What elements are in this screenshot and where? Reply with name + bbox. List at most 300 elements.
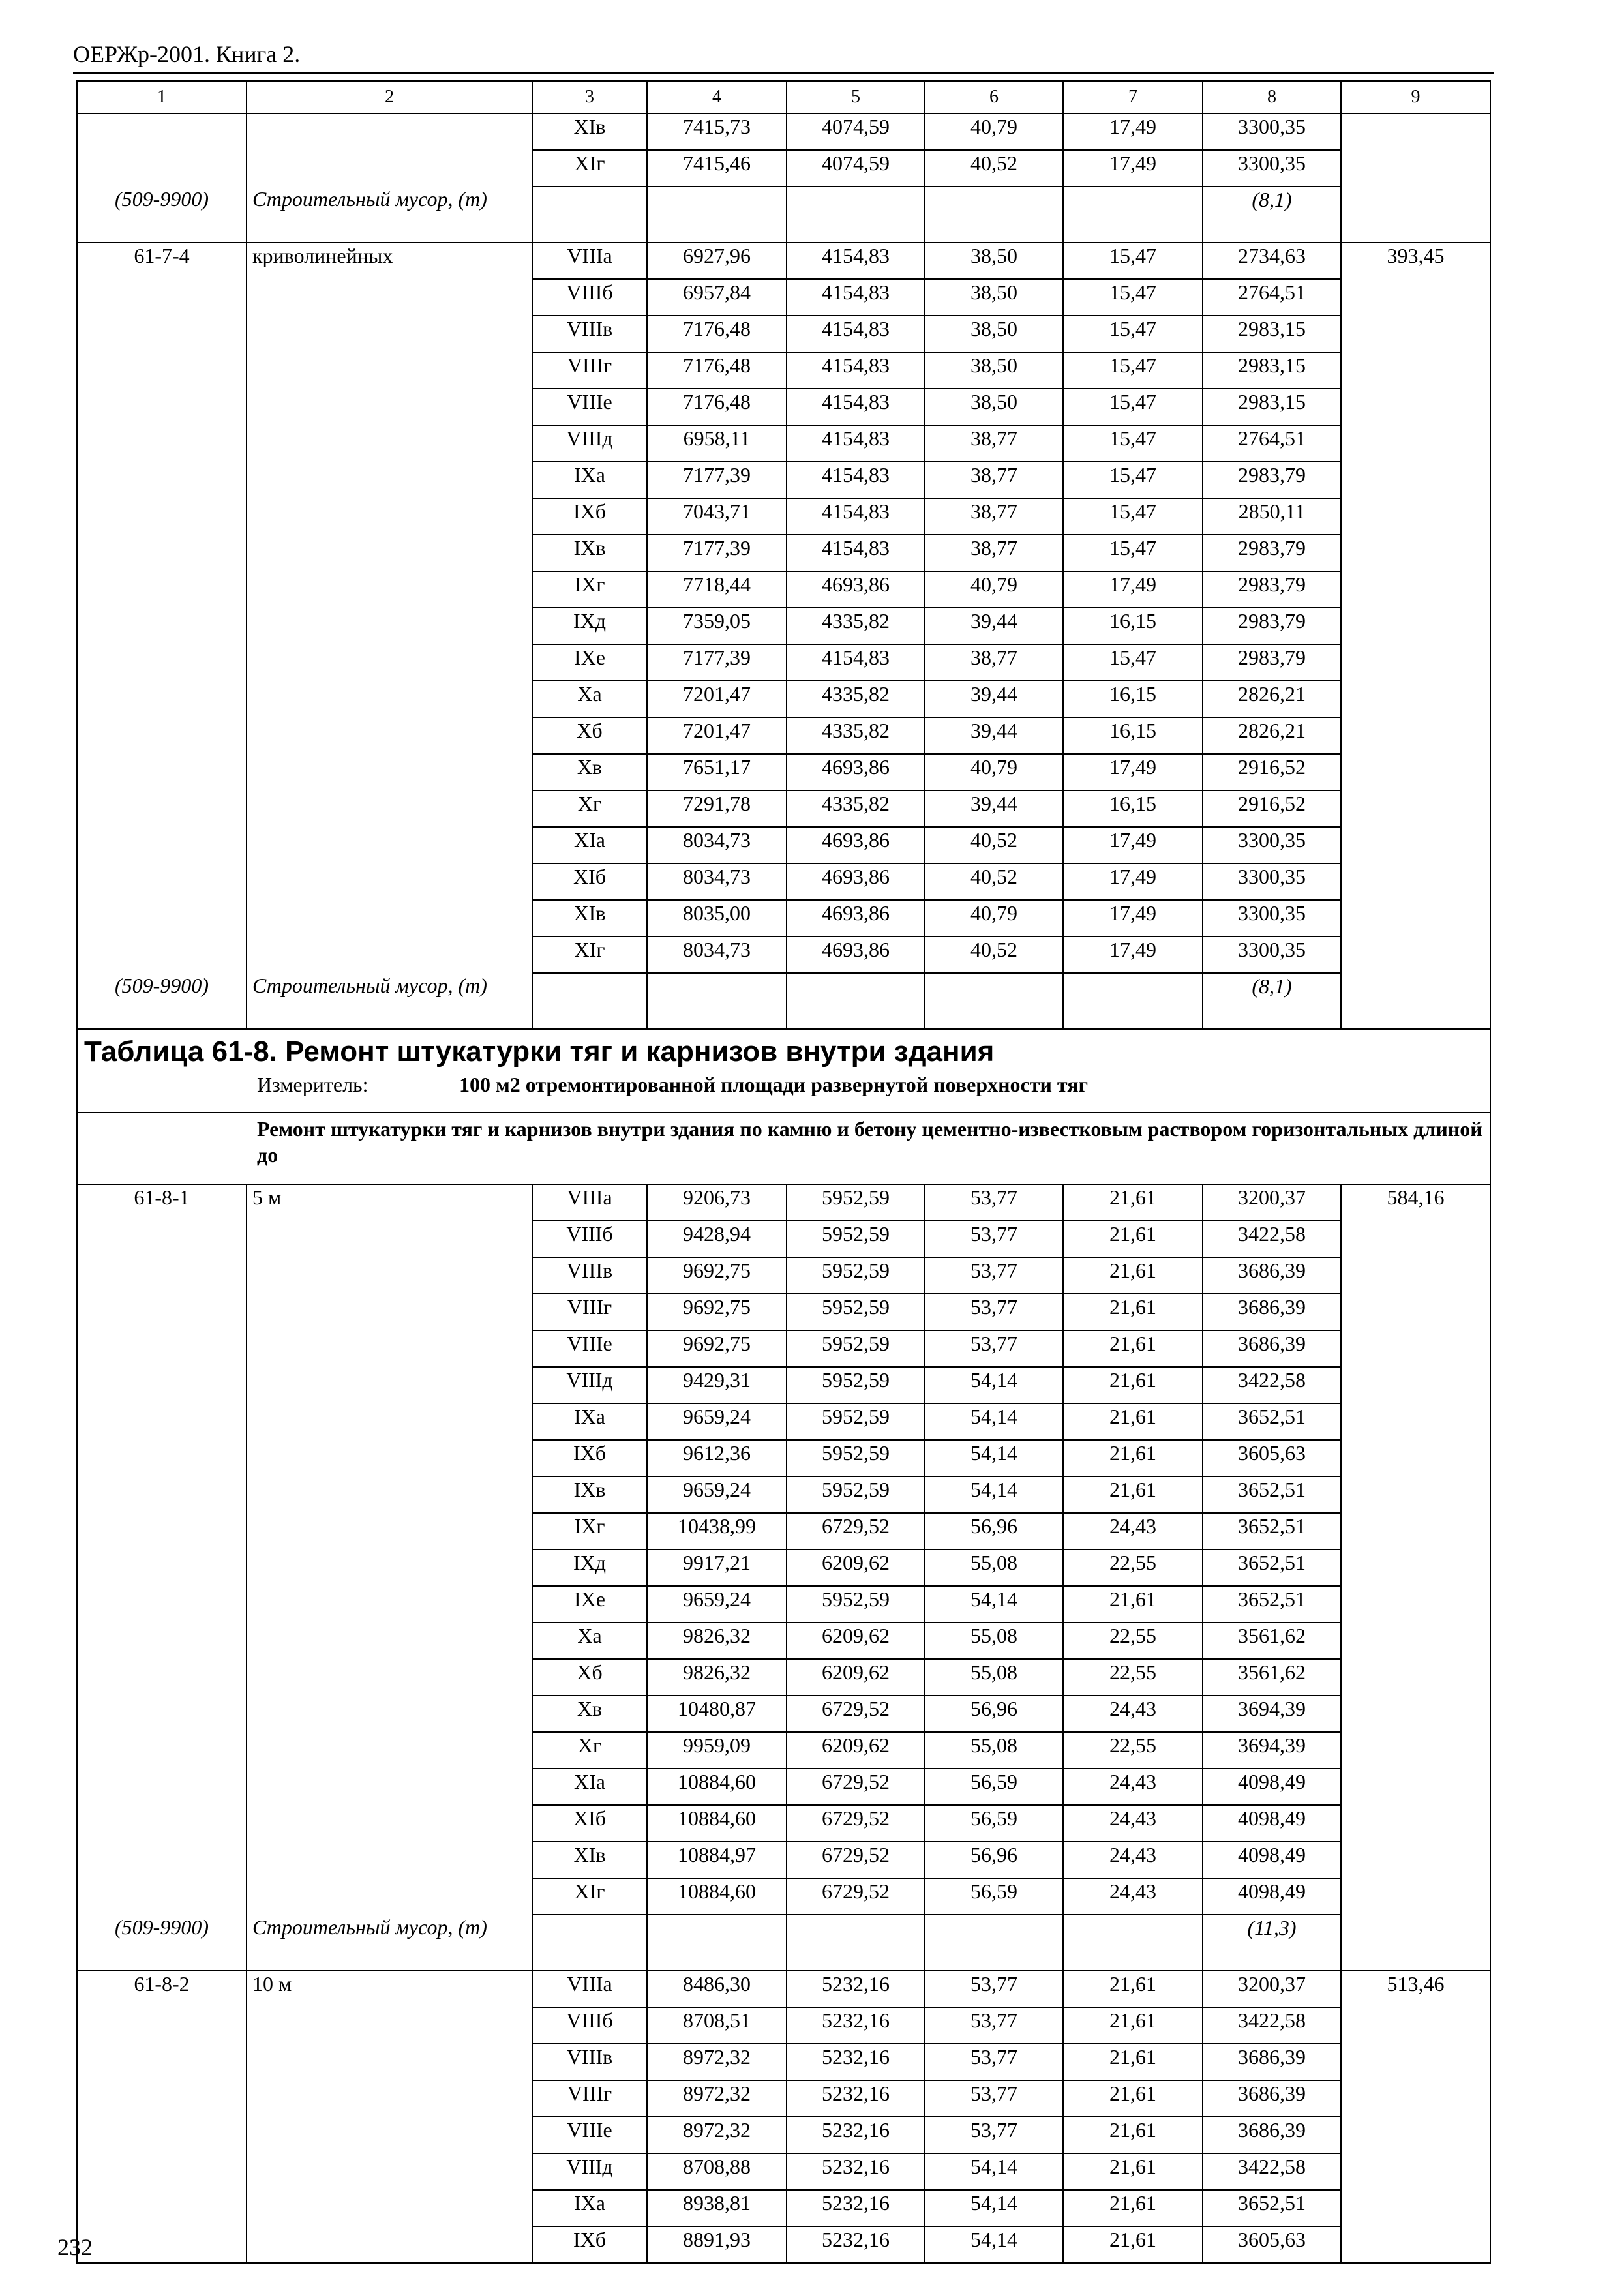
table-row — [77, 1805, 1490, 1842]
empty-cell — [532, 1915, 647, 1971]
rate-name — [247, 498, 532, 535]
value-cell: 22,55 — [1063, 1623, 1203, 1659]
value-cell: 17,49 — [1063, 936, 1203, 973]
value-cell: 38,77 — [925, 535, 1063, 571]
zone-code: IXб — [532, 498, 647, 535]
value-cell: 55,08 — [925, 1549, 1063, 1586]
value-cell: 6209,62 — [787, 1732, 925, 1769]
value-cell: 38,77 — [925, 462, 1063, 498]
value-cell: 54,14 — [925, 1403, 1063, 1440]
col9-value — [1341, 754, 1490, 790]
zone-code: XIг — [532, 936, 647, 973]
rate-name: криволинейных — [247, 243, 532, 279]
value-cell: 54,14 — [925, 2190, 1063, 2226]
value-cell: 24,43 — [1063, 1878, 1203, 1915]
col9-value — [1341, 2080, 1490, 2117]
col9-value — [1341, 1257, 1490, 1294]
waste-code: (509-9900) — [77, 187, 247, 243]
value-cell: 21,61 — [1063, 2080, 1203, 2117]
value-cell: 17,49 — [1063, 754, 1203, 790]
rate-name — [247, 790, 532, 827]
table-title: Таблица 61-8. Ремонт штукатурки тяг и карнизов внутри здания — [84, 1036, 995, 1068]
rate-code — [77, 681, 247, 717]
value-cell: 5232,16 — [787, 1971, 925, 2007]
rate-name — [247, 1549, 532, 1586]
value-cell: 2983,15 — [1203, 389, 1341, 425]
col9-value — [1341, 1367, 1490, 1403]
value-cell: 10884,60 — [647, 1878, 787, 1915]
value-cell: 21,61 — [1063, 1971, 1203, 2007]
zone-code: VIIIе — [532, 389, 647, 425]
value-cell: 21,61 — [1063, 1403, 1203, 1440]
table-row — [77, 1294, 1490, 1330]
zone-code: IXг — [532, 571, 647, 608]
value-cell: 10884,60 — [647, 1769, 787, 1805]
value-cell: 3652,51 — [1203, 1403, 1341, 1440]
value-cell: 21,61 — [1063, 1221, 1203, 1257]
value-cell: 6209,62 — [787, 1623, 925, 1659]
rate-name — [247, 1440, 532, 1476]
value-cell: 53,77 — [925, 1294, 1063, 1330]
col9-value — [1341, 1403, 1490, 1440]
section-title-row — [77, 1029, 1490, 1113]
value-cell: 21,61 — [1063, 2190, 1203, 2226]
empty-cell — [1341, 187, 1490, 243]
rate-code — [77, 1805, 247, 1842]
waste-name: Строительный мусор, (т) — [247, 1915, 532, 1971]
value-cell: 21,61 — [1063, 2226, 1203, 2263]
rate-code — [77, 571, 247, 608]
rate-name — [247, 1769, 532, 1805]
column-header-row — [77, 81, 1490, 113]
rate-code — [77, 1294, 247, 1330]
rate-name — [247, 535, 532, 571]
value-cell: 24,43 — [1063, 1842, 1203, 1878]
rate-code: 61-8-1 — [77, 1184, 247, 1221]
value-cell: 53,77 — [925, 1221, 1063, 1257]
rate-code — [77, 1586, 247, 1623]
zone-code: IXе — [532, 644, 647, 681]
col9-value — [1341, 425, 1490, 462]
table-row — [77, 1586, 1490, 1623]
value-cell: 56,96 — [925, 1696, 1063, 1732]
table-row — [77, 1367, 1490, 1403]
value-cell: 40,52 — [925, 827, 1063, 863]
zone-code: IXа — [532, 2190, 647, 2226]
rate-code — [77, 2080, 247, 2117]
col9-value — [1341, 608, 1490, 644]
value-cell: 2983,79 — [1203, 644, 1341, 681]
rate-name — [247, 279, 532, 316]
value-cell: 3561,62 — [1203, 1659, 1341, 1696]
rate-code — [77, 1696, 247, 1732]
zone-code: VIIIа — [532, 1971, 647, 2007]
value-cell: 56,59 — [925, 1878, 1063, 1915]
value-cell: 7177,39 — [647, 535, 787, 571]
rate-code — [77, 717, 247, 754]
zone-code: IXд — [532, 608, 647, 644]
col9-value — [1341, 1878, 1490, 1915]
value-cell: 38,50 — [925, 316, 1063, 352]
value-cell: 2983,79 — [1203, 608, 1341, 644]
table-row — [77, 827, 1490, 863]
value-cell: 4154,83 — [787, 243, 925, 279]
value-cell: 4693,86 — [787, 827, 925, 863]
col9-value — [1341, 1221, 1490, 1257]
value-cell: 39,44 — [925, 681, 1063, 717]
value-cell: 21,61 — [1063, 1476, 1203, 1513]
table-row — [77, 1623, 1490, 1659]
empty-cell — [925, 973, 1063, 1029]
value-cell: 5952,59 — [787, 1367, 925, 1403]
value-cell: 8486,30 — [647, 1971, 787, 2007]
col9-value — [1341, 279, 1490, 316]
empty-cell — [925, 1915, 1063, 1971]
value-cell: 16,15 — [1063, 608, 1203, 644]
col9-value — [1341, 936, 1490, 973]
rate-name: 10 м — [247, 1971, 532, 2007]
rate-name — [247, 113, 532, 150]
value-cell: 53,77 — [925, 2080, 1063, 2117]
col9-value: 393,45 — [1341, 243, 1490, 279]
zone-code: XIа — [532, 827, 647, 863]
zone-code: Xг — [532, 1732, 647, 1769]
value-cell: 55,08 — [925, 1732, 1063, 1769]
value-cell: 3561,62 — [1203, 1623, 1341, 1659]
zone-code: Xб — [532, 717, 647, 754]
table-row — [77, 644, 1490, 681]
value-cell: 2850,11 — [1203, 498, 1341, 535]
rate-name — [247, 900, 532, 936]
value-cell: 40,79 — [925, 900, 1063, 936]
col9-value — [1341, 571, 1490, 608]
value-cell: 8938,81 — [647, 2190, 787, 2226]
value-cell: 9429,31 — [647, 1367, 787, 1403]
value-cell: 21,61 — [1063, 1330, 1203, 1367]
value-cell: 4154,83 — [787, 352, 925, 389]
value-cell: 7176,48 — [647, 389, 787, 425]
value-cell: 15,47 — [1063, 425, 1203, 462]
value-cell: 9917,21 — [647, 1549, 787, 1586]
rate-name — [247, 462, 532, 498]
value-cell: 9206,73 — [647, 1184, 787, 1221]
value-cell: 7201,47 — [647, 717, 787, 754]
rate-code — [77, 2153, 247, 2190]
header-rule — [73, 72, 1494, 74]
value-cell: 8035,00 — [647, 900, 787, 936]
col9-value — [1341, 1623, 1490, 1659]
rate-code — [77, 2007, 247, 2044]
value-cell: 7359,05 — [647, 608, 787, 644]
waste-value: (8,1) — [1203, 973, 1341, 1029]
value-cell: 7718,44 — [647, 571, 787, 608]
zone-code: IXб — [532, 1440, 647, 1476]
rate-name — [247, 1805, 532, 1842]
table-row — [77, 1769, 1490, 1805]
zone-code: VIIIд — [532, 425, 647, 462]
value-cell: 4693,86 — [787, 936, 925, 973]
value-cell: 8708,88 — [647, 2153, 787, 2190]
value-cell: 54,14 — [925, 2153, 1063, 2190]
value-cell: 5232,16 — [787, 2153, 925, 2190]
value-cell: 53,77 — [925, 2007, 1063, 2044]
value-cell: 22,55 — [1063, 1549, 1203, 1586]
empty-cell — [647, 1915, 787, 1971]
empty-cell — [1341, 973, 1490, 1029]
waste-code: (509-9900) — [77, 973, 247, 1029]
value-cell: 10884,97 — [647, 1842, 787, 1878]
col9-value — [1341, 717, 1490, 754]
col9-value — [1341, 2226, 1490, 2263]
table-row — [77, 1476, 1490, 1513]
col9-value: 584,16 — [1341, 1184, 1490, 1221]
zone-code: VIIIг — [532, 1294, 647, 1330]
column-header: 8 — [1203, 81, 1341, 113]
value-cell: 4335,82 — [787, 717, 925, 754]
table-row — [77, 900, 1490, 936]
value-cell: 5232,16 — [787, 2190, 925, 2226]
col9-value — [1341, 462, 1490, 498]
table-row — [77, 1184, 1490, 1221]
table-row — [77, 1878, 1490, 1915]
value-cell: 4693,86 — [787, 754, 925, 790]
table-row — [77, 936, 1490, 973]
rate-code — [77, 1257, 247, 1294]
zone-code: XIа — [532, 1769, 647, 1805]
rate-name — [247, 352, 532, 389]
value-cell: 40,52 — [925, 936, 1063, 973]
page-number: 232 — [57, 2234, 93, 2260]
value-cell: 53,77 — [925, 1330, 1063, 1367]
section-description: Ремонт штукатурки тяг и карнизов внутри здания по камню и бетону цементно-известковым раствором горизонтальных длиной до — [257, 1117, 1482, 1167]
rate-code — [77, 608, 247, 644]
value-cell: 15,47 — [1063, 462, 1203, 498]
rate-code — [77, 425, 247, 462]
value-cell: 4693,86 — [787, 863, 925, 900]
value-cell: 2983,15 — [1203, 316, 1341, 352]
value-cell: 6729,52 — [787, 1696, 925, 1732]
zone-code: Xв — [532, 754, 647, 790]
col9-value — [1341, 863, 1490, 900]
value-cell: 2764,51 — [1203, 425, 1341, 462]
col9-value — [1341, 1330, 1490, 1367]
value-cell: 17,49 — [1063, 113, 1203, 150]
table-row — [77, 462, 1490, 498]
rate-code — [77, 2226, 247, 2263]
empty-cell — [1063, 973, 1203, 1029]
rate-code — [77, 1732, 247, 1769]
rate-name — [247, 1732, 532, 1769]
table-row — [77, 2153, 1490, 2190]
rate-name — [247, 1696, 532, 1732]
value-cell: 6209,62 — [787, 1549, 925, 1586]
column-header: 4 — [647, 81, 787, 113]
value-cell: 4335,82 — [787, 790, 925, 827]
value-cell: 16,15 — [1063, 790, 1203, 827]
empty-cell — [647, 187, 787, 243]
value-cell: 24,43 — [1063, 1769, 1203, 1805]
col9-value — [1341, 352, 1490, 389]
section-description-cell — [77, 1113, 1490, 1184]
rate-name — [247, 1842, 532, 1878]
value-cell: 2916,52 — [1203, 754, 1341, 790]
zone-code: XIв — [532, 1842, 647, 1878]
value-cell: 9692,75 — [647, 1330, 787, 1367]
rate-code — [77, 1623, 247, 1659]
value-cell: 3422,58 — [1203, 1367, 1341, 1403]
value-cell: 55,08 — [925, 1659, 1063, 1696]
table-row — [77, 1221, 1490, 1257]
rate-code — [77, 150, 247, 187]
empty-cell — [1341, 1915, 1490, 1971]
table-row — [77, 279, 1490, 316]
rate-name — [247, 1659, 532, 1696]
value-cell: 54,14 — [925, 1440, 1063, 1476]
value-cell: 2734,63 — [1203, 243, 1341, 279]
value-cell: 3686,39 — [1203, 2044, 1341, 2080]
value-cell: 4693,86 — [787, 571, 925, 608]
zone-code: Xг — [532, 790, 647, 827]
rate-name — [247, 1476, 532, 1513]
value-cell: 2983,15 — [1203, 352, 1341, 389]
rate-code — [77, 827, 247, 863]
zone-code: XIб — [532, 1805, 647, 1842]
rate-name — [247, 2153, 532, 2190]
rate-code — [77, 936, 247, 973]
column-header: 2 — [247, 81, 532, 113]
value-cell: 3605,63 — [1203, 2226, 1341, 2263]
value-cell: 7415,46 — [647, 150, 787, 187]
rate-name — [247, 1257, 532, 1294]
value-cell: 53,77 — [925, 1184, 1063, 1221]
value-cell: 4098,49 — [1203, 1842, 1341, 1878]
table-row — [77, 498, 1490, 535]
value-cell: 5952,59 — [787, 1476, 925, 1513]
rate-name — [247, 1330, 532, 1367]
value-cell: 3300,35 — [1203, 150, 1341, 187]
table-row — [77, 571, 1490, 608]
column-header: 6 — [925, 81, 1063, 113]
value-cell: 6927,96 — [647, 243, 787, 279]
value-cell: 4098,49 — [1203, 1769, 1341, 1805]
table-row — [77, 1257, 1490, 1294]
table-row — [77, 243, 1490, 279]
table-row — [77, 352, 1490, 389]
rate-code — [77, 462, 247, 498]
value-cell: 15,47 — [1063, 279, 1203, 316]
value-cell: 4154,83 — [787, 644, 925, 681]
value-cell: 8891,93 — [647, 2226, 787, 2263]
table-row — [77, 1696, 1490, 1732]
table-row — [77, 681, 1490, 717]
zone-code: VIIIе — [532, 2117, 647, 2153]
zone-code: Xа — [532, 1623, 647, 1659]
table-row — [77, 1971, 1490, 2007]
col9-value — [1341, 1586, 1490, 1623]
value-cell: 15,47 — [1063, 352, 1203, 389]
rate-name — [247, 2044, 532, 2080]
rate-code — [77, 1440, 247, 1476]
rate-name — [247, 717, 532, 754]
col9-value — [1341, 2153, 1490, 2190]
empty-cell — [787, 1915, 925, 1971]
value-cell: 40,79 — [925, 113, 1063, 150]
zone-code: IXа — [532, 1403, 647, 1440]
zone-code: XIг — [532, 1878, 647, 1915]
meter-line — [84, 1070, 1483, 1099]
value-cell: 7177,39 — [647, 462, 787, 498]
rate-code — [77, 644, 247, 681]
table-row — [77, 150, 1490, 187]
waste-name: Строительный мусор, (т) — [247, 187, 532, 243]
table-row — [77, 1330, 1490, 1367]
value-cell: 3422,58 — [1203, 2153, 1341, 2190]
rate-code — [77, 1476, 247, 1513]
table-row — [77, 425, 1490, 462]
table-row — [77, 316, 1490, 352]
table-row — [77, 790, 1490, 827]
col9-value — [1341, 900, 1490, 936]
zone-code: VIIIд — [532, 1367, 647, 1403]
value-cell: 5952,59 — [787, 1294, 925, 1330]
value-cell: 5232,16 — [787, 2044, 925, 2080]
value-cell: 3686,39 — [1203, 2117, 1341, 2153]
rate-code: 61-7-4 — [77, 243, 247, 279]
waste-row — [77, 1915, 1490, 1971]
rate-code — [77, 279, 247, 316]
value-cell: 5952,59 — [787, 1440, 925, 1476]
value-cell: 7415,73 — [647, 113, 787, 150]
col9-value — [1341, 316, 1490, 352]
rate-name — [247, 316, 532, 352]
table-row — [77, 717, 1490, 754]
value-cell: 3300,35 — [1203, 113, 1341, 150]
value-cell: 40,79 — [925, 571, 1063, 608]
col9-value — [1341, 1769, 1490, 1805]
value-cell: 2826,21 — [1203, 681, 1341, 717]
value-cell: 3686,39 — [1203, 2080, 1341, 2117]
value-cell: 22,55 — [1063, 1659, 1203, 1696]
rate-name — [247, 425, 532, 462]
value-cell: 10884,60 — [647, 1805, 787, 1842]
zone-code: Xа — [532, 681, 647, 717]
waste-code: (509-9900) — [77, 1915, 247, 1971]
rate-code — [77, 790, 247, 827]
col9-value — [1341, 1659, 1490, 1696]
table-row — [77, 1513, 1490, 1549]
table-row — [77, 1440, 1490, 1476]
value-cell: 8708,51 — [647, 2007, 787, 2044]
col9-value — [1341, 2044, 1490, 2080]
col9-value — [1341, 150, 1490, 187]
value-cell: 10480,87 — [647, 1696, 787, 1732]
rate-name — [247, 1403, 532, 1440]
rate-name — [247, 644, 532, 681]
value-cell: 24,43 — [1063, 1696, 1203, 1732]
value-cell: 3300,35 — [1203, 863, 1341, 900]
value-cell: 8034,73 — [647, 863, 787, 900]
value-cell: 4154,83 — [787, 535, 925, 571]
value-cell: 38,77 — [925, 425, 1063, 462]
rate-name — [247, 863, 532, 900]
rate-code — [77, 1549, 247, 1586]
value-cell: 5952,59 — [787, 1586, 925, 1623]
table-row — [77, 863, 1490, 900]
value-cell: 3200,37 — [1203, 1971, 1341, 2007]
col9-value — [1341, 827, 1490, 863]
table-row — [77, 1659, 1490, 1696]
rate-code — [77, 352, 247, 389]
